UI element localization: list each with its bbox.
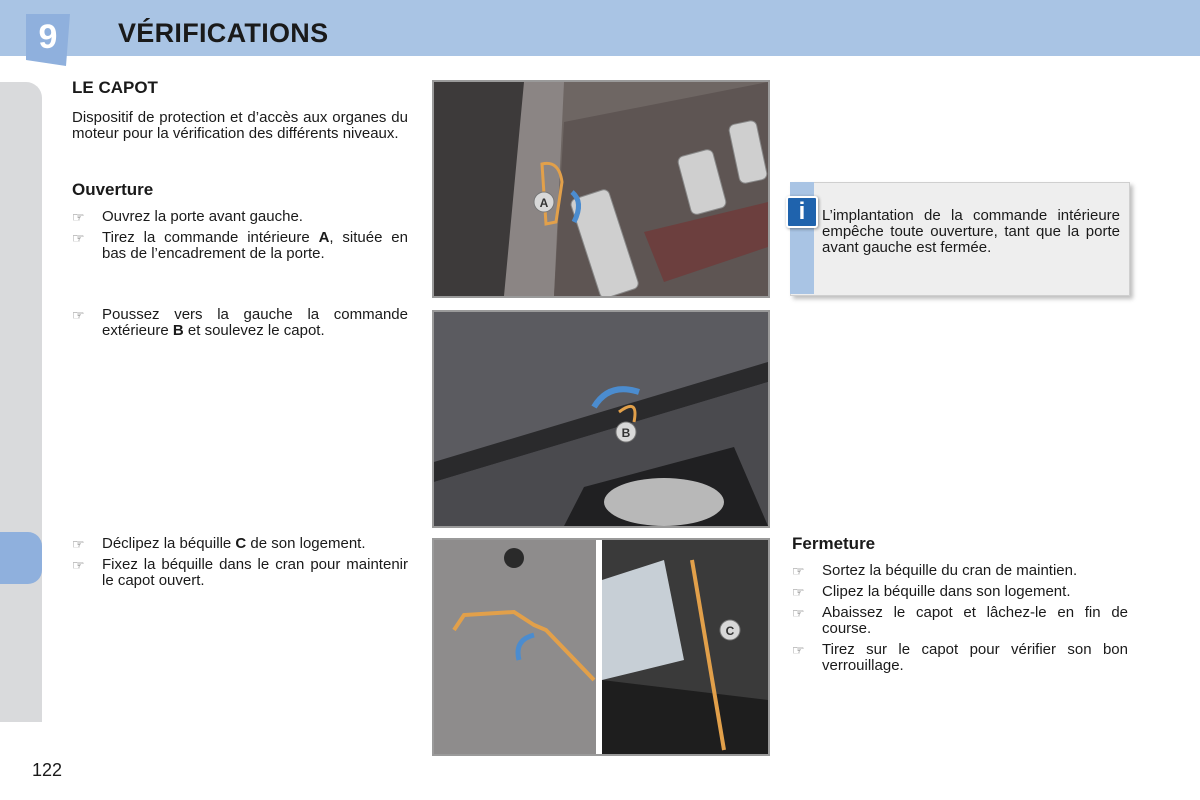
section-ouverture: [72, 180, 408, 267]
chapter-tab: [26, 14, 70, 66]
photo-label-c: C: [725, 624, 735, 638]
section-le-capot: [72, 78, 408, 142]
chapter-marker: [0, 532, 42, 584]
ouverture-steps-bottom: [72, 536, 408, 594]
photo-label-a: A: [539, 196, 549, 210]
list-item: ☞ Tirez sur le capot pour vérifier son bon verrouillage.: [792, 641, 1128, 674]
info-text: L’implantation de la commande intérieure empêche toute ouverture, tant que la porte avant gauche est fermée.: [822, 207, 1120, 256]
pointing-hand-icon: ☞: [72, 307, 85, 323]
ouverture-title: Ouverture: [72, 180, 154, 199]
fermeture-title: Fermeture: [792, 534, 876, 553]
list-item: ☞ Fixez la béquille dans le cran pour maintenir le capot ouvert.: [72, 556, 408, 589]
pointing-hand-icon: ☞: [72, 209, 85, 225]
fermeture-steps: [792, 563, 1128, 674]
photo-interior-release-lever: [432, 80, 770, 298]
photo-exterior-release-lever: [432, 310, 770, 528]
photo-label-b: B: [621, 426, 631, 440]
reference-b: B: [172, 322, 184, 339]
pointing-hand-icon: ☞: [72, 557, 85, 573]
pointing-hand-icon: ☞: [792, 563, 805, 579]
pointing-hand-icon: ☞: [792, 642, 805, 658]
list-item: ☞ Déclipez la béquille C de son logement.: [72, 535, 366, 552]
pointing-hand-icon: ☞: [792, 584, 805, 600]
list-item: ☞ Clipez la béquille dans son logement.: [792, 583, 1071, 600]
reference-a: A: [318, 229, 330, 246]
section-fermeture: [792, 534, 1128, 679]
list-item: ☞ Tirez la commande intérieure A, située en bas de l’encadrement de la porte.: [72, 229, 408, 262]
list-item: ☞ Abaissez le capot et lâchez-le en fin de course.: [792, 604, 1128, 637]
reference-c: C: [235, 535, 247, 552]
photo-prop-rod: [432, 538, 770, 756]
pointing-hand-icon: ☞: [72, 536, 85, 552]
section-title: LE CAPOT: [72, 78, 158, 97]
section-intro: Dispositif de protection et d’accès aux organes du moteur pour la vérification des différents niveaux.: [72, 109, 408, 142]
ouverture-steps-top: [72, 209, 408, 262]
left-rail: [0, 82, 42, 722]
chapter-number: 9: [38, 18, 58, 56]
pointing-hand-icon: ☞: [72, 230, 85, 246]
ouverture-steps-mid: [72, 307, 408, 344]
list-item: ☞ Poussez vers la gauche la commande extérieure B et soulevez le capot.: [72, 306, 408, 339]
list-item: ☞ Ouvrez la porte avant gauche.: [72, 208, 303, 225]
pointing-hand-icon: ☞: [792, 605, 805, 621]
info-icon: i: [786, 196, 818, 228]
page-number: 122: [32, 760, 63, 780]
list-item: ☞ Sortez la béquille du cran de maintien.: [792, 562, 1078, 579]
page-title: VÉRIFICATIONS: [118, 18, 329, 48]
